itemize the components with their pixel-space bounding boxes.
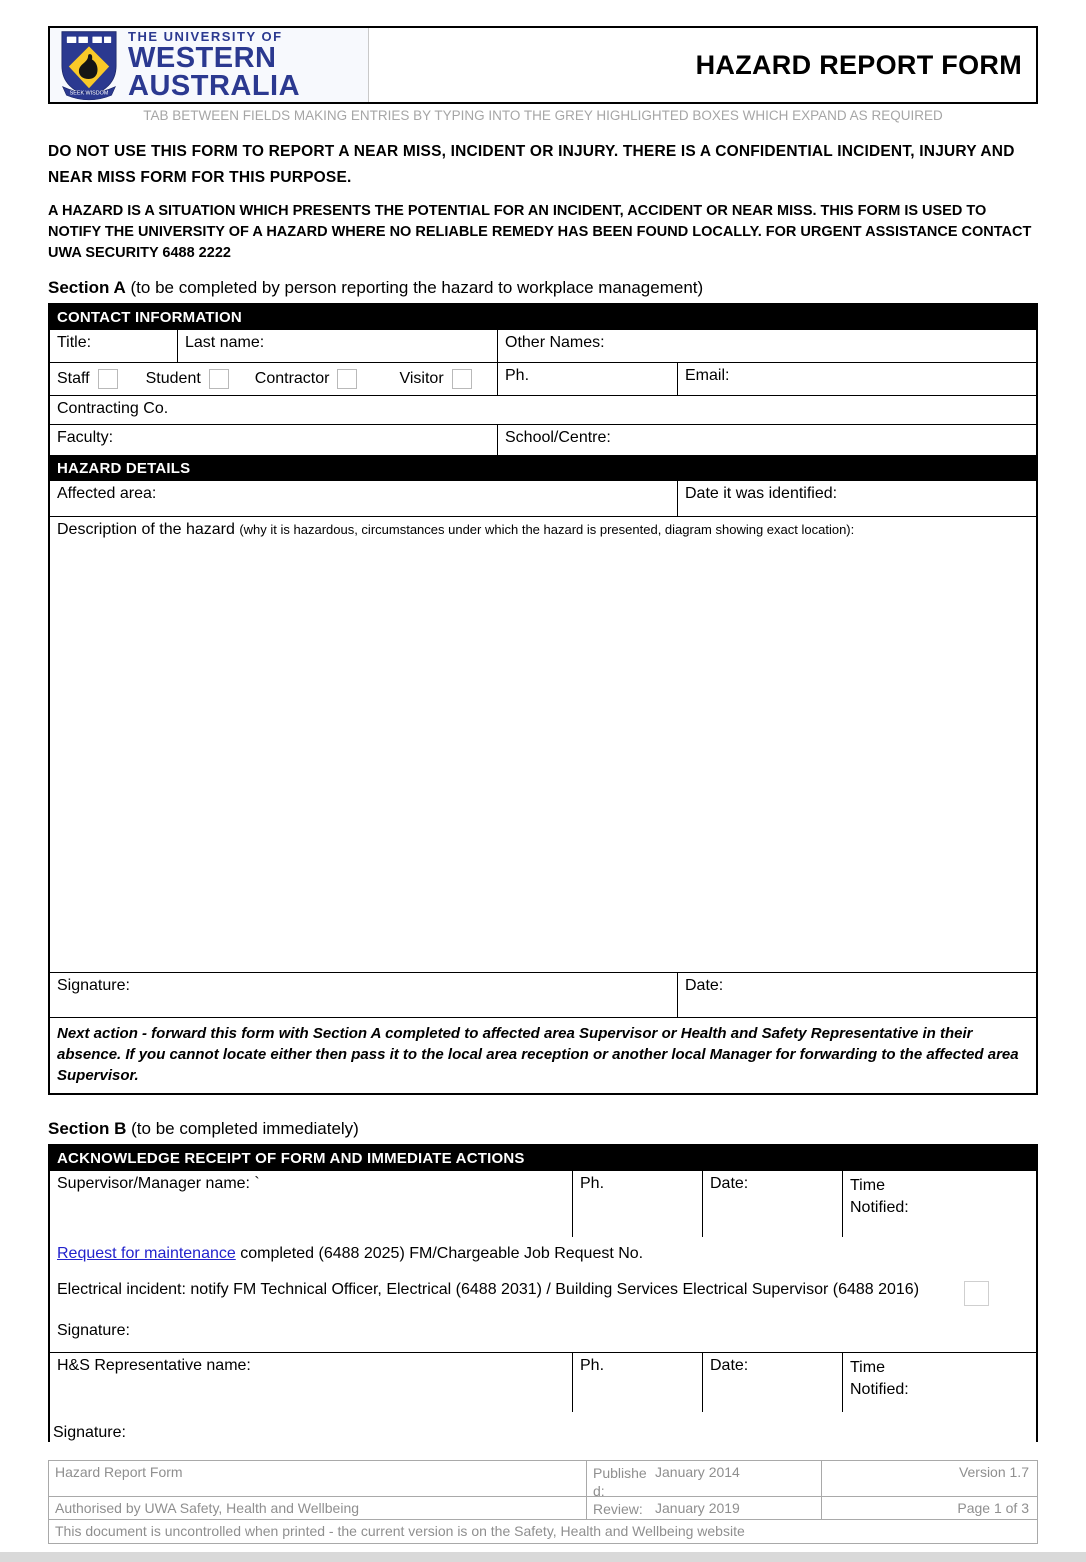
- maintenance-line-rest: completed (6488 2025) FM/Chargeable Job Request No.: [235, 1245, 644, 1263]
- published-label: Published:: [593, 1465, 647, 1500]
- date-identified-field[interactable]: Date it was identified:: [677, 481, 1036, 516]
- form-header: [48, 26, 1038, 104]
- staff-checkbox[interactable]: [98, 369, 118, 389]
- student-checkbox[interactable]: [209, 369, 229, 389]
- published-value: January 2014: [655, 1464, 740, 1481]
- footer-authorised: Authorised by UWA Safety, Health and Wellbeing: [55, 1500, 360, 1517]
- review-label: Review:: [593, 1501, 643, 1518]
- footer-doc-name: Hazard Report Form: [55, 1464, 183, 1481]
- footer-review-cell: [586, 1497, 821, 1519]
- uwa-crest-icon: [58, 29, 120, 101]
- description-main-label: Description of the hazard: [57, 521, 235, 539]
- footer-row-review: [49, 1497, 1037, 1520]
- title-field[interactable]: Title:: [57, 334, 92, 352]
- hazard-report-page: [48, 26, 1038, 1544]
- contact-name-row: [50, 330, 1036, 363]
- footer-published-cell: [586, 1461, 821, 1500]
- time-notified-label: Time Notified:: [850, 1177, 909, 1216]
- contact-type-row: [50, 363, 1036, 396]
- contracting-co-row: [50, 396, 1036, 425]
- email-field[interactable]: Email:: [677, 363, 1036, 395]
- affected-area-row: [50, 481, 1036, 517]
- acknowledge-receipt-header: ACKNOWLEDGE RECEIPT OF FORM AND IMMEDIATE ACTIONS: [50, 1146, 1036, 1171]
- hs-rep-date-field[interactable]: Date:: [702, 1353, 842, 1412]
- contractor-checkbox[interactable]: [337, 369, 357, 389]
- section-a-table: [48, 303, 1038, 1095]
- hazard-description-field[interactable]: [50, 517, 1036, 973]
- supervisor-signature-field[interactable]: Signature:: [57, 1322, 130, 1340]
- page-edge-strip: [0, 1552, 1086, 1562]
- hs-rep-phone-field[interactable]: Ph.: [572, 1353, 702, 1412]
- uwa-wordmark: [128, 30, 300, 100]
- section-a-heading: [48, 278, 1038, 298]
- other-names-field[interactable]: Other Names:: [497, 330, 1036, 362]
- last-name-field[interactable]: Last name:: [177, 330, 497, 362]
- section-a-title: Section A: [48, 278, 126, 298]
- staff-label: Staff: [57, 370, 90, 388]
- description-label: [50, 517, 1036, 543]
- hs-time-notified-label: Time Notified:: [850, 1359, 909, 1398]
- visitor-checkbox[interactable]: [452, 369, 472, 389]
- phone-field[interactable]: Ph.: [497, 363, 677, 395]
- page-title: HAZARD REPORT FORM: [695, 49, 1022, 80]
- hs-rep-signature-field[interactable]: Signature:: [53, 1424, 126, 1442]
- supervisor-name-field[interactable]: Supervisor/Manager name: `: [57, 1175, 260, 1193]
- signature-date-field[interactable]: Date:: [677, 973, 1036, 1017]
- person-type-cell: [50, 363, 497, 395]
- electrical-incident-text: Electrical incident: notify FM Technical Officer, Electrical (6488 2031) / Building Services Electrical Supervisor (6488 2016): [57, 1281, 920, 1299]
- request-for-maintenance-link[interactable]: Request for maintenance: [57, 1245, 236, 1263]
- section-b-title: Section B: [48, 1119, 127, 1139]
- footer-version: Version 1.7: [821, 1461, 1037, 1496]
- uncontrolled-note: This document is uncontrolled when printed - the current version is on the Safety, Health and Wellbeing website: [55, 1523, 745, 1540]
- affected-area-field[interactable]: Affected area:: [57, 485, 157, 503]
- signature-field[interactable]: Signature:: [57, 977, 130, 995]
- crest-motto: SEEK WISDOM: [69, 90, 109, 97]
- tab-instruction: TAB BETWEEN FIELDS MAKING ENTRIES BY TYPING INTO THE GREY HIGHLIGHTED BOXES WHICH EXPAND AS REQUIRED: [143, 108, 943, 123]
- student-label: Student: [145, 370, 201, 388]
- wordmark-line2: WESTERN: [128, 41, 277, 74]
- review-value: January 2019: [655, 1500, 740, 1517]
- description-note: (why it is hazardous, circumstances under which the hazard is presented, diagram showing exact location):: [239, 522, 855, 538]
- supervisor-phone-field[interactable]: Ph.: [572, 1171, 702, 1237]
- visitor-label: Visitor: [399, 370, 444, 388]
- section-b-table: [48, 1144, 1038, 1442]
- supervisor-time-field[interactable]: [842, 1171, 1036, 1237]
- maintenance-line: [57, 1245, 1036, 1263]
- footer-page-number: Page 1 of 3: [821, 1497, 1037, 1519]
- faculty-field[interactable]: Faculty:: [57, 429, 114, 447]
- hazard-definition: A HAZARD IS A SITUATION WHICH PRESENTS THE POTENTIAL FOR AN INCIDENT, ACCIDENT OR NEAR MISS. THIS FORM IS USED TO NOTIFY THE UNIVERSITY OF A HAZARD WHERE NO RELIABLE REMEDY HAS BEEN FOUND LOCALLY. FOR URGENT ASSISTANCE CONTACT UWA SECURITY 6488 2222: [48, 203, 1032, 262]
- wordmark-line1: THE UNIVERSITY OF: [128, 28, 283, 44]
- supervisor-date-field[interactable]: Date:: [702, 1171, 842, 1237]
- section-b-heading: [48, 1119, 1038, 1139]
- section-a-signature-row: [50, 973, 1036, 1018]
- wordmark-line3: AUSTRALIA: [128, 69, 301, 102]
- electrical-incident-checkbox[interactable]: [964, 1281, 989, 1306]
- section-a-note: (to be completed by person reporting the hazard to workplace management): [130, 278, 704, 298]
- hazard-details-header: HAZARD DETAILS: [50, 456, 1036, 481]
- contractor-label: Contractor: [254, 370, 330, 388]
- hs-rep-name-field[interactable]: H&S Representative name:: [57, 1357, 251, 1375]
- next-action-note: Next action - forward this form with Section A completed to affected area Supervisor or Health and Safety Representative in their absence. If you cannot locate either then pass it to the local area reception or another local Manager for forwarding to the affected area Supervisor.: [57, 1025, 1019, 1085]
- do-not-use-warning: DO NOT USE THIS FORM TO REPORT A NEAR MISS, INCIDENT OR INJURY. THERE IS A CONFIDENTIAL INCIDENT, INJURY AND NEAR MISS FORM FOR THIS PURPOSE.: [48, 143, 1015, 187]
- school-centre-field[interactable]: School/Centre:: [497, 425, 1036, 455]
- section-b-note: (to be completed immediately): [131, 1119, 359, 1139]
- uwa-logo: [50, 28, 368, 102]
- hs-representative-row: [50, 1352, 1036, 1412]
- document-footer: [48, 1460, 1038, 1544]
- contracting-co-field[interactable]: Contracting Co.: [57, 400, 169, 418]
- supervisor-row: [50, 1171, 1036, 1237]
- electrical-incident-line: [54, 1281, 1036, 1306]
- footer-row-uncontrolled: [49, 1520, 1037, 1543]
- footer-row-published: [49, 1461, 1037, 1500]
- contact-information-header: CONTACT INFORMATION: [50, 305, 1036, 330]
- hs-rep-time-field[interactable]: [842, 1353, 1036, 1412]
- faculty-row: [50, 425, 1036, 456]
- immediate-actions-area: [50, 1245, 1036, 1340]
